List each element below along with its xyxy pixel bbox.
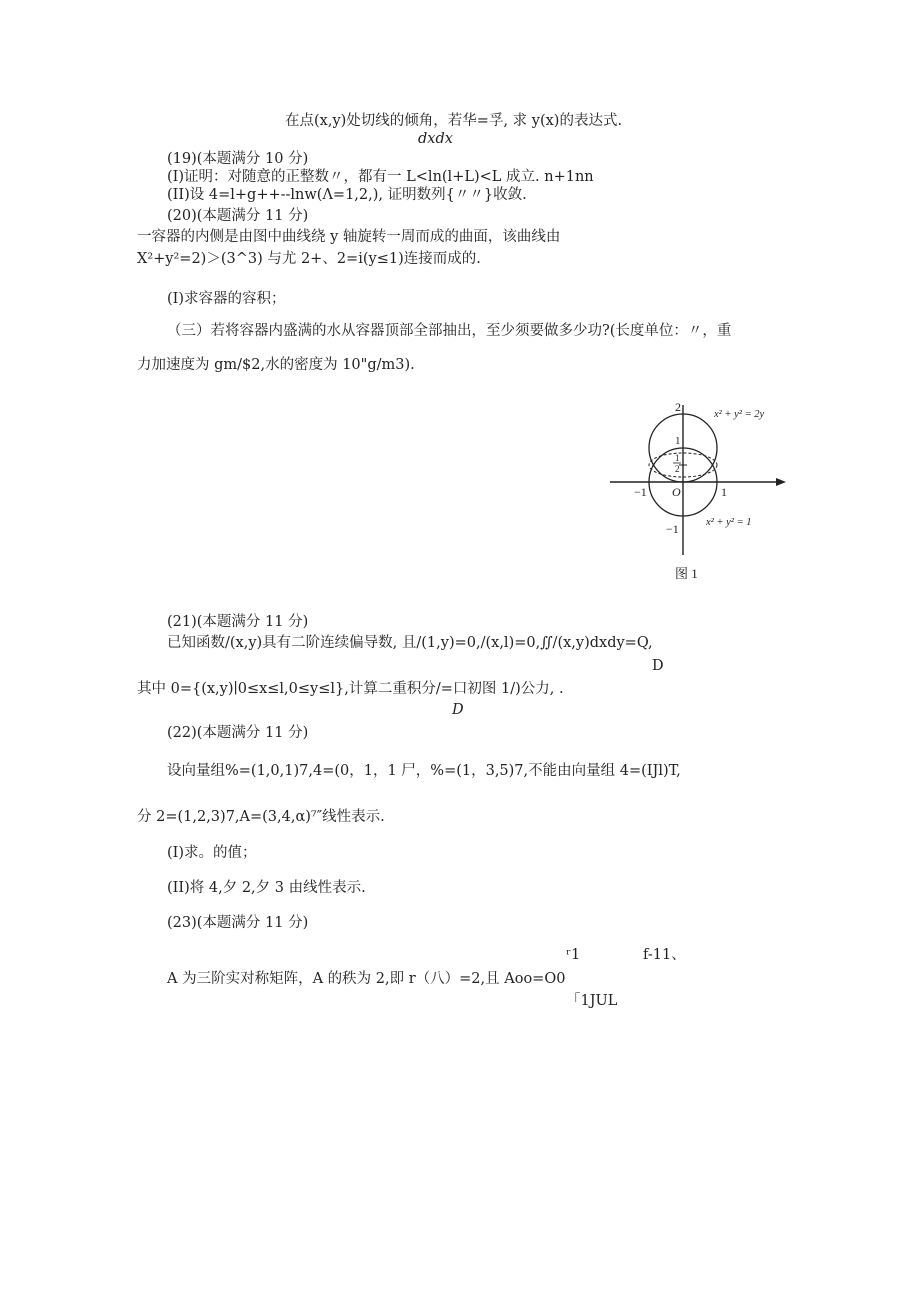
matrix-fragment: 「1JUL <box>566 993 618 1009</box>
integral-domain-label: D <box>452 702 464 718</box>
tick-label-1-x: 1 <box>721 485 727 499</box>
text-line: (II)将 4,夕 2,夕 3 由线性表示. <box>167 880 366 896</box>
figure-1 <box>608 395 793 585</box>
text-line: (I)证明：对随意的正整数〃，都有一 L<ln(l+L)<L 成立. n+1nn <box>167 169 594 185</box>
text-line: (I)求容器的容积； <box>167 291 286 307</box>
text-line: A 为三阶实对称矩阵，A 的秩为 2,即 r（八）=2,且 Aoo=O0 <box>167 971 566 987</box>
question-heading: (22)(本题满分 11 分) <box>167 725 309 741</box>
question-heading: (23)(本题满分 11 分) <box>167 915 309 931</box>
text-line: 一容器的内侧是由图中曲线绕 y 轴旋转一周而成的曲面，该曲线由 <box>137 229 561 245</box>
text-line: （三）若将容器内盛满的水从容器顶部全部抽出，至少须要做多少功?(长度单位：〃，重 <box>167 323 732 339</box>
text-line: X²+y²=2)＞(3^3) 与尤 2+、2=i(y≤1)连接而成的. <box>137 251 481 267</box>
equation-top: x² + y² = 2y <box>714 409 765 420</box>
text-line: 设向量组%=(1,0,1)7,4=(0，1，1 尸，%=(1，3,5)7,不能由向量组 4=(IJl)T, <box>167 763 681 779</box>
text-line: dxdx <box>418 131 453 147</box>
text-line: 其中 0={(x,y)∣0≤x≤l,0≤y≤l},计算二重积分/=口初图 1/)公力, . <box>137 681 564 697</box>
figure-caption: 图 1 <box>675 566 698 581</box>
tick-label-1: 1 <box>675 435 681 447</box>
text-line: 已知函数/(x,y)具有二阶连续偏导数, 且/(1,y)=0,/(x,l)=0,∬/(x,y)dxdy=Q, <box>167 635 653 651</box>
equation-bottom: x² + y² = 1 <box>706 517 752 528</box>
question-heading: (20)(本题满分 11 分) <box>167 208 309 224</box>
integral-domain-label: D <box>652 658 664 674</box>
matrix-fragment: f-11、 <box>643 947 686 963</box>
tick-label-neg1-x: −1 <box>634 485 647 499</box>
origin-label: O <box>672 485 681 499</box>
text-line: 力加速度为 gm/$2,水的密度为 10"g/m3). <box>137 357 415 373</box>
text-line: (II)设 4=l+g++--lnw(Λ=1,2,), 证明数列{〃〃}收敛. <box>167 187 527 203</box>
text-line: 分 2=(1,2,3)7,A=(3,4,α)⁷″线性表示. <box>137 809 385 825</box>
text-line: (I)求。的值； <box>167 845 257 861</box>
text-line: 在点(x,y)处切线的倾角，若华=孚, 求 y(x)的表达式. <box>285 113 623 129</box>
tick-label-half-num: 1 <box>675 453 680 463</box>
tick-label-neg1-y: −1 <box>666 522 679 536</box>
matrix-fragment: ʳ1 <box>566 947 581 963</box>
tick-label-half-den: 2 <box>675 464 680 474</box>
question-heading: (21)(本题满分 11 分) <box>167 614 309 630</box>
tick-label-2: 2 <box>675 400 681 414</box>
question-heading: (19)(本题满分 10 分) <box>167 151 309 167</box>
x-axis-arrow-icon <box>776 478 786 486</box>
